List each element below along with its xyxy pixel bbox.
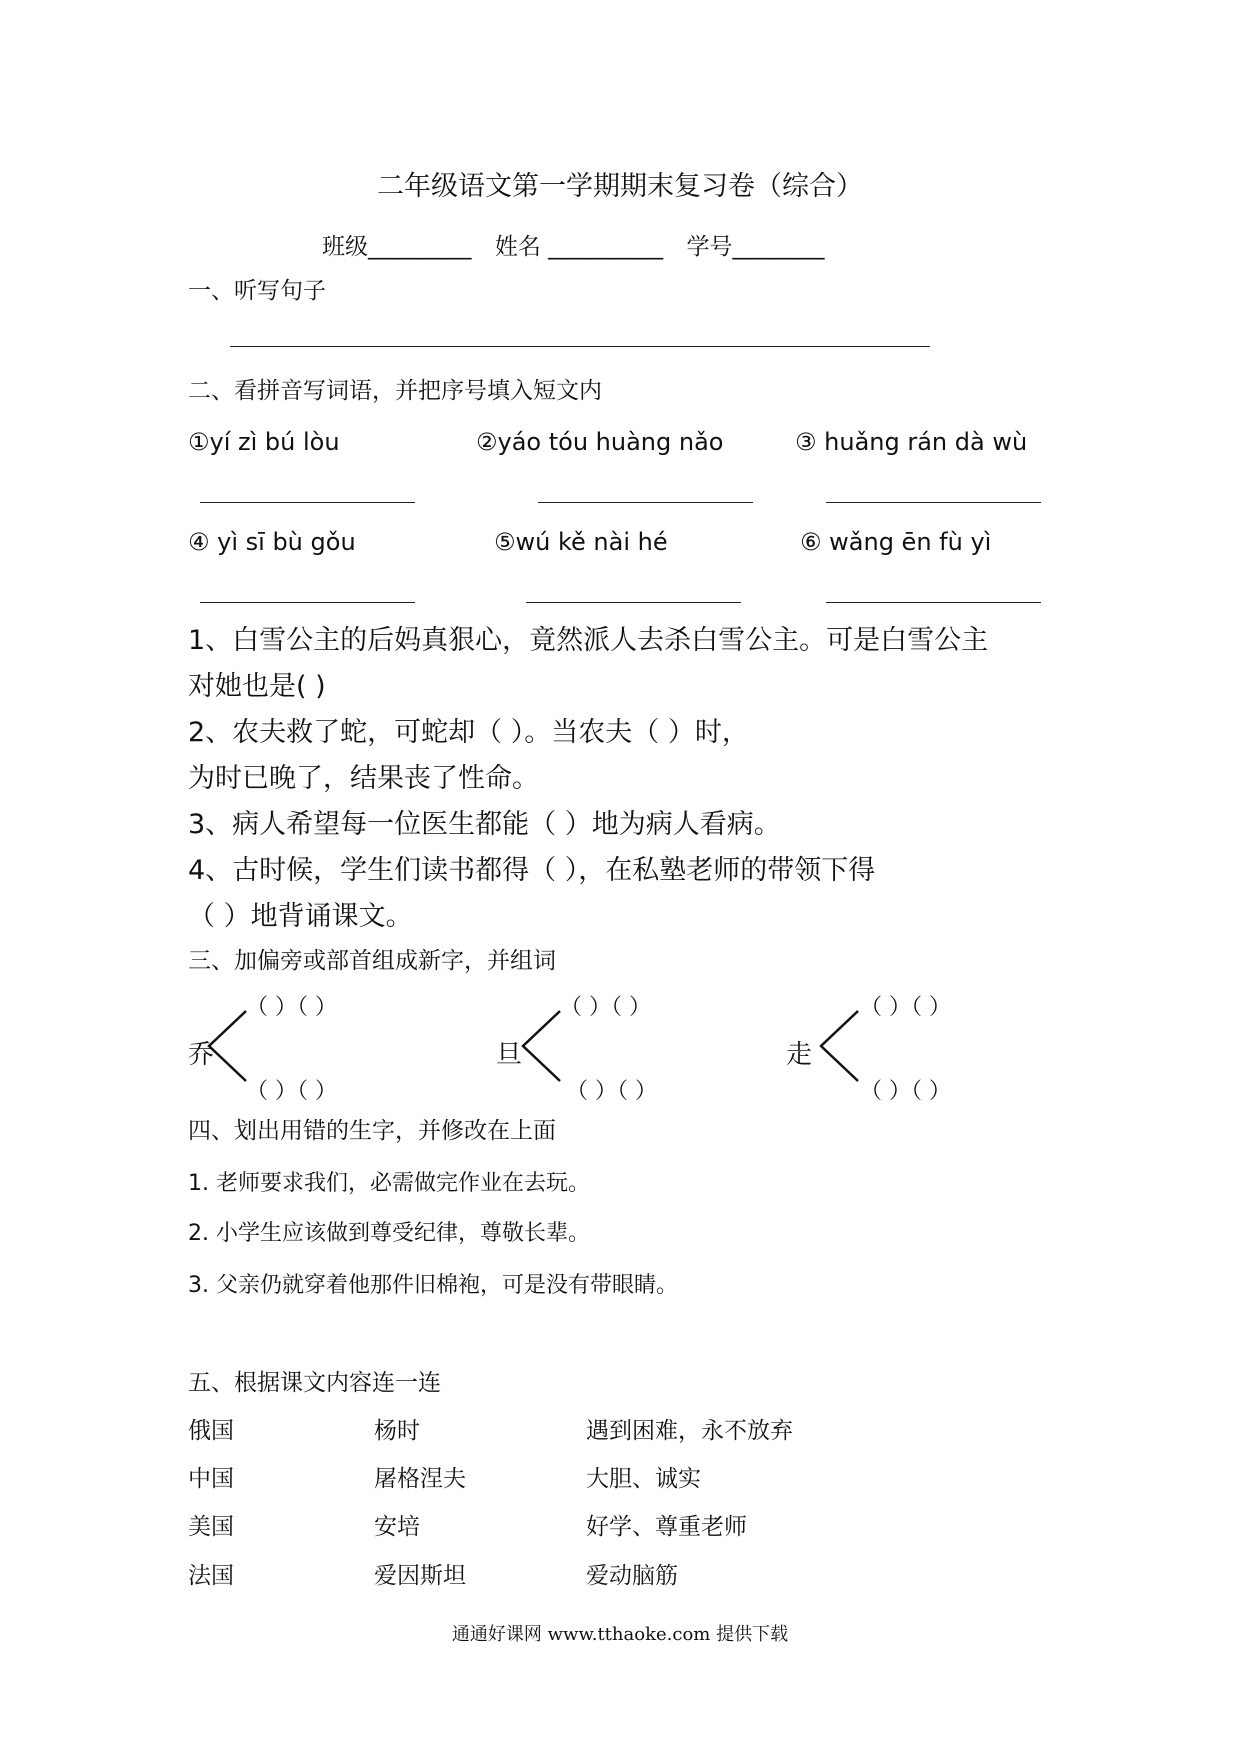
student-info (322, 228, 840, 261)
pinyin-item-3: ③ huǎng rán dà wù (795, 428, 1028, 456)
pinyin-item-6: ⑥ wǎng ēn fù yì (800, 528, 992, 556)
paren-pair-2-bottom[interactable]: （ ）（ ） (566, 1079, 657, 1104)
pinyin-item-2: ②yáo tóu huàng nǎo (476, 428, 724, 456)
sentence-4-line-1: 4、古时候，学生们读书都得（ ），在私塾老师的带领下得 (188, 855, 876, 886)
country-2[interactable]: 中国 (188, 1466, 234, 1492)
paren-pair-1-top[interactable]: （ ）（ ） (246, 995, 337, 1020)
class-field[interactable]: 班级_________ (322, 234, 472, 260)
answer-line-6[interactable] (826, 602, 1041, 603)
sentence-2-line-1: 2、农夫救了蛇，可蛇却（ ）。当农夫（ ）时， (188, 717, 749, 748)
sentence-3: 3、病人希望每一位医生都能（ ）地为病人看病。 (188, 809, 781, 840)
trait-4[interactable]: 爱动脑筋 (586, 1563, 678, 1589)
sentence-4-line-2: （ ）地背诵课文。 (188, 901, 413, 932)
trait-2[interactable]: 大胆、诚实 (586, 1466, 701, 1492)
person-2[interactable]: 屠格涅夫 (374, 1466, 466, 1492)
branch-3-icon (818, 1008, 862, 1084)
sentence-2-line-2: 为时已晚了，结果丧了性命。 (188, 763, 539, 794)
pinyin-item-5: ⑤wú kě nài hé (494, 528, 668, 556)
trait-1[interactable]: 遇到困难，永不放弃 (586, 1418, 793, 1444)
dictation-answer-line[interactable] (230, 346, 930, 347)
number-field[interactable]: 学号________ (686, 234, 825, 260)
person-3[interactable]: 安培 (374, 1514, 420, 1540)
answer-line-2[interactable] (538, 502, 753, 503)
sentence-1-line-2: 对她也是( ) (188, 671, 326, 702)
country-1[interactable]: 俄国 (188, 1418, 234, 1444)
name-field[interactable]: 姓名 __________ (494, 234, 664, 260)
answer-line-4[interactable] (200, 602, 415, 603)
answer-line-5[interactable] (526, 602, 741, 603)
section-5-heading: 五、根据课文内容连一连 (188, 1370, 441, 1396)
branch-2-icon (520, 1008, 564, 1084)
pinyin-item-4: ④ yì sī bù gǒu (188, 528, 356, 556)
answer-line-3[interactable] (826, 502, 1041, 503)
section-1-heading: 一、听写句子 (188, 278, 326, 304)
trait-3[interactable]: 好学、尊重老师 (586, 1514, 747, 1540)
paren-pair-3-top[interactable]: （ ）（ ） (860, 995, 951, 1020)
paren-pair-3-bottom[interactable]: （ ）（ ） (860, 1079, 951, 1104)
person-4[interactable]: 爱因斯坦 (374, 1563, 466, 1589)
country-4[interactable]: 法国 (188, 1563, 234, 1589)
base-char-3: 走 (786, 1040, 813, 1070)
sentence-1-line-1: 1、白雪公主的后妈真狠心，竟然派人去杀白雪公主。可是白雪公主 (188, 625, 989, 656)
branch-1-icon (206, 1008, 250, 1084)
base-char-1: 乔 (188, 1040, 215, 1070)
answer-line-1[interactable] (200, 502, 415, 503)
pinyin-item-1: ①yí zì bú lòu (188, 428, 340, 456)
section-4-heading: 四、划出用错的生字，并修改在上面 (188, 1118, 556, 1144)
person-1[interactable]: 杨时 (374, 1418, 420, 1444)
correction-item-1: 1. 老师要求我们，必需做完作业在去玩。 (188, 1171, 590, 1196)
correction-item-2: 2. 小学生应该做到尊受纪律，尊敬长辈。 (188, 1221, 590, 1246)
paren-pair-1-bottom[interactable]: （ ）（ ） (246, 1079, 337, 1104)
base-char-2: 旦 (496, 1040, 523, 1070)
footer-text: 通通好课网 www.tthaoke.com 提供下载 (451, 1624, 789, 1645)
country-3[interactable]: 美国 (188, 1514, 234, 1540)
section-3-heading: 三、加偏旁或部首组成新字，并组词 (188, 948, 556, 974)
section-2-heading: 二、看拼音写词语，并把序号填入短文内 (188, 378, 602, 404)
paren-pair-2-top[interactable]: （ ）（ ） (560, 995, 651, 1020)
page-title: 二年级语文第一学期期末复习卷（综合） (377, 171, 863, 202)
correction-item-3: 3. 父亲仍就穿着他那件旧棉袍，可是没有带眼睛。 (188, 1273, 678, 1298)
